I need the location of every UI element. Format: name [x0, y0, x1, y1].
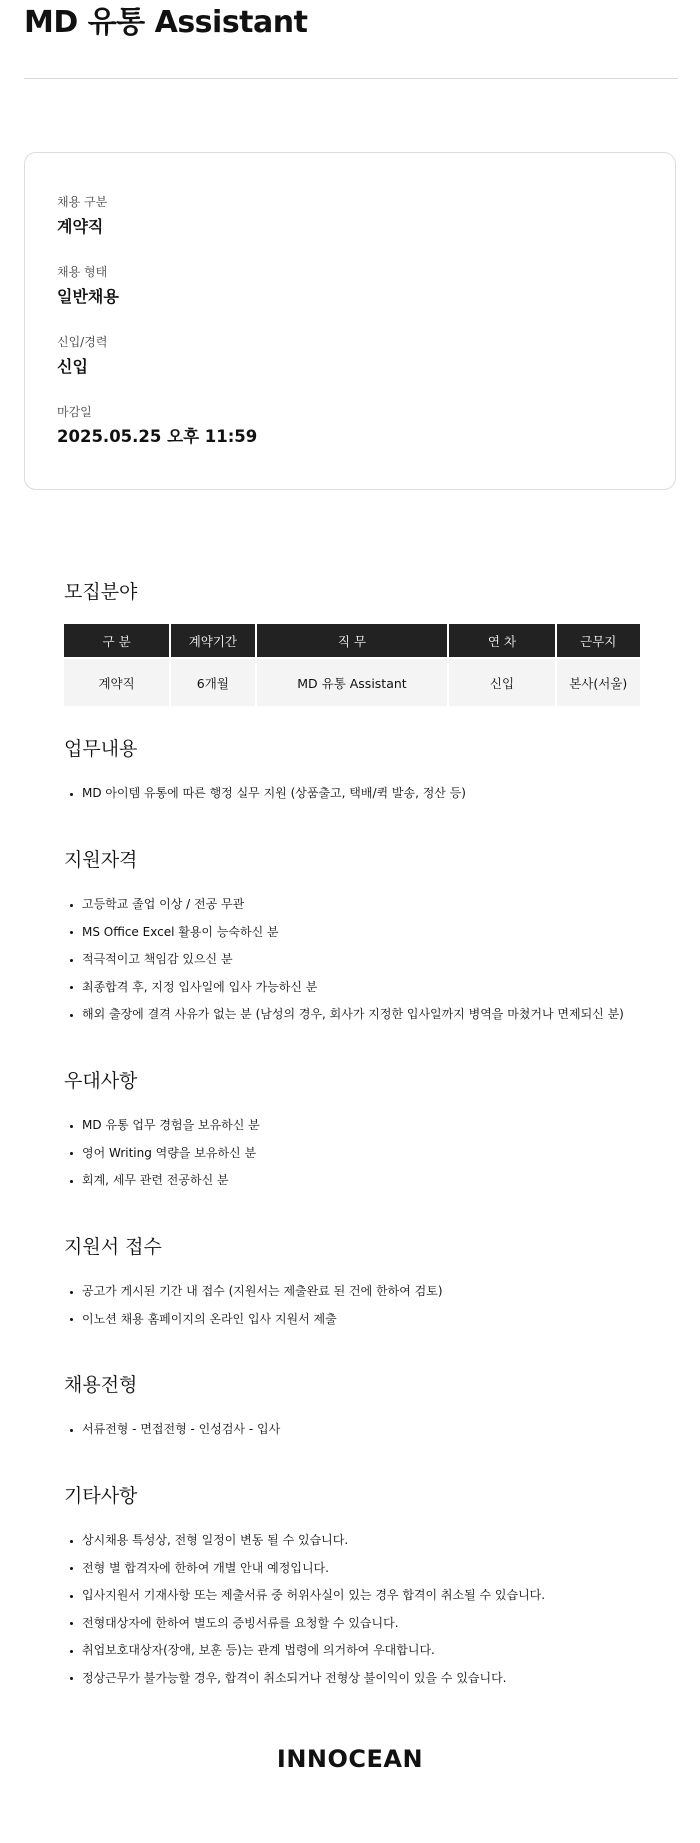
- list-item: 전형대상자에 한하여 별도의 증빙서류를 요청할 수 있습니다.: [64, 1610, 640, 1638]
- section-heading: 지원서 접수: [64, 1236, 162, 1258]
- others-list: [64, 1527, 640, 1692]
- section-others: [64, 1484, 640, 1692]
- list-item: 해외 출장에 결격 사유가 없는 분 (남성의 경우, 회사가 지정한 입사일까지 병역을 마쳤거나 면제되신 분): [64, 1001, 640, 1029]
- section-process: [64, 1373, 640, 1444]
- summary-value: 일반채용: [57, 287, 119, 306]
- summary-label: 신입/경력: [57, 335, 108, 349]
- table-cell: 계약직: [64, 657, 169, 706]
- table-header-cell: 계약기간: [171, 624, 254, 657]
- list-item: 공고가 게시된 기간 내 접수 (지원서는 제출완료 된 건에 한하여 검토): [64, 1278, 640, 1306]
- list-item: MS Office Excel 활용이 능숙하신 분: [64, 919, 640, 947]
- table-cell: 6개월: [171, 657, 254, 706]
- table-header-cell: 구 분: [64, 624, 169, 657]
- section-application: [64, 1235, 640, 1333]
- summary-label: 채용 형태: [57, 265, 108, 279]
- section-preferences: [64, 1069, 640, 1195]
- section-heading: 채용전형: [64, 1374, 138, 1396]
- summary-value: 신입: [57, 357, 88, 376]
- summary-label: 마감일: [57, 405, 92, 419]
- section-recruit-field: [64, 580, 640, 706]
- summary-value: 계약직: [57, 217, 104, 236]
- title-divider: [24, 78, 678, 79]
- section-heading: 기타사항: [64, 1485, 138, 1507]
- list-item: 취업보호대상자(장애, 보훈 등)는 관계 법령에 의거하여 우대합니다.: [64, 1637, 640, 1665]
- list-item: MD 아이템 유통에 따른 행정 실무 지원 (상품출고, 택배/퀵 발송, 정산 등): [64, 780, 640, 808]
- duties-list: [64, 780, 640, 808]
- job-summary-card: [24, 152, 676, 490]
- list-item: 서류전형 - 면접전형 - 인성검사 - 입사: [64, 1416, 640, 1444]
- summary-item-employment-type: [57, 264, 119, 307]
- table-row: [64, 657, 640, 706]
- recruit-field-table: [62, 624, 642, 706]
- list-item: 입사지원서 기재사항 또는 제출서류 중 허위사실이 있는 경우 합격이 취소될 수 있습니다.: [64, 1582, 640, 1610]
- list-item: MD 유통 업무 경험을 보유하신 분: [64, 1112, 640, 1140]
- section-heading: 지원자격: [64, 849, 138, 871]
- list-item: 정상근무가 불가능할 경우, 합격이 취소되거나 전형상 불이익이 있을 수 있습니다.: [64, 1665, 640, 1693]
- page-title: MD 유통 Assistant: [24, 5, 308, 40]
- list-item: 적극적이고 책임감 있으신 분: [64, 946, 640, 974]
- list-item: 영어 Writing 역량을 보유하신 분: [64, 1140, 640, 1168]
- list-item: 전형 별 합격자에 한하여 개별 안내 예정입니다.: [64, 1555, 640, 1583]
- table-cell: 본사(서울): [557, 657, 640, 706]
- section-heading: 업무내용: [64, 738, 138, 760]
- table-cell: MD 유통 Assistant: [257, 657, 448, 706]
- summary-item-career-level: [57, 334, 107, 377]
- process-list: [64, 1416, 640, 1444]
- summary-label: 채용 구분: [57, 195, 108, 209]
- table-header-cell: 직 무: [257, 624, 448, 657]
- table-header-cell: 근무지: [557, 624, 640, 657]
- section-heading: 모집분야: [64, 581, 138, 603]
- preferences-list: [64, 1112, 640, 1195]
- section-duties: [64, 737, 640, 808]
- table-cell: 신입: [449, 657, 554, 706]
- table-header-row: [64, 624, 640, 657]
- innocean-logo: INNOCEAN: [276, 1745, 424, 1773]
- summary-value: 2025.05.25 오후 11:59: [57, 427, 258, 446]
- application-list: [64, 1278, 640, 1333]
- summary-item-employment-category: [57, 194, 107, 237]
- section-qualifications: [64, 848, 640, 1029]
- list-item: 최종합격 후, 지정 입사일에 입사 가능하신 분: [64, 974, 640, 1002]
- list-item: 이노션 채용 홈페이지의 온라인 입사 지원서 제출: [64, 1306, 640, 1334]
- list-item: 회계, 세무 관련 전공하신 분: [64, 1167, 640, 1195]
- qualifications-list: [64, 891, 640, 1029]
- section-heading: 우대사항: [64, 1070, 138, 1092]
- list-item: 상시채용 특성상, 전형 일정이 변동 될 수 있습니다.: [64, 1527, 640, 1555]
- table-header-cell: 연 차: [449, 624, 554, 657]
- summary-item-deadline: [57, 404, 257, 447]
- list-item: 고등학교 졸업 이상 / 전공 무관: [64, 891, 640, 919]
